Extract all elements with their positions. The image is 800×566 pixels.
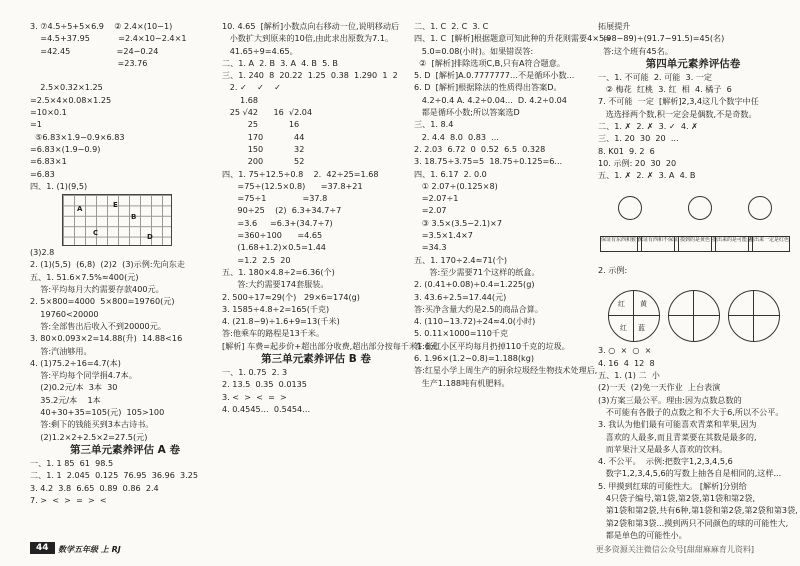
answer-line: 答:买净含量大约是2.5的商品合算。 [414, 303, 543, 314]
answer-line: 2. (0.41+0.08)÷0.4=1.225(g) [414, 279, 535, 290]
answer-line: 7. 不可能 一定 [解析]2,3,4这几个数字中任 [598, 96, 759, 107]
footer [0, 542, 800, 558]
ball-bag-icon [688, 196, 712, 220]
answer-line: 五、1. 170÷2.4≈71(个) [414, 254, 508, 265]
answer-line: =34.3 [414, 242, 447, 253]
answer-line: 答:红星小学上周生产的厨余垃圾经生物技术处理后, [414, 365, 598, 376]
answer-line: 19760<20000 [30, 308, 99, 319]
answer-line: 四、1. 75÷12.5÷0.8 2. 42÷25=1.68 [222, 168, 379, 179]
answer-line: 答:全部售出后收入不到20000元。 [30, 320, 166, 331]
answer-line: =3.5×1.4×7 [414, 230, 473, 241]
answer-line: 1.68 [222, 94, 259, 105]
grid-point-label: B [131, 213, 137, 222]
answer-line: 生产1.188吨有机肥料。 [414, 377, 510, 388]
answer-line: =6.83×1 [30, 156, 67, 167]
answer-line: 4. (21.8−9)÷1.6+9=13(千米) [222, 316, 340, 327]
answer-line: [解析] 车费=起步价+超出部分收费,超出部分按每千米1.6元 [222, 340, 438, 351]
answer-line: 3. < > < = > [222, 391, 287, 402]
answer-line: 25 16 [222, 119, 300, 130]
answer-line: 都是单色的可能性小。 [598, 529, 687, 540]
spinner-sector-label: 蓝 [638, 324, 645, 333]
section-heading: 第三单元素养评估 A 卷 [70, 443, 180, 456]
footer-note: 更多资源关注微信公众号[甜甜麻麻育儿资料] [595, 545, 754, 554]
answer-line: ② 梅花 红桃 3. 红 相 4. 橘子 6 [598, 84, 732, 95]
answer-line: (2)一天 (2)免一天作业 上台表演 [598, 382, 721, 393]
answer-line [598, 182, 788, 194]
spinner-sector-label: 红 [620, 324, 627, 333]
answer-line: 4. 0.4545… 0.5454… [222, 403, 311, 414]
answer-line: 小数扩大到原来的10倍,由此求出原数为7.1。 [222, 33, 394, 44]
answer-line: 二、1. C 2. C 3. C [414, 21, 489, 31]
footer-label: 数学五年级 上 RJ [58, 545, 121, 554]
answer-line: 2. 500÷17≈29(个) 29×6=174(g) [222, 291, 360, 302]
spinner-sector-label: 红 [618, 300, 625, 309]
section-heading: 第四单元素养评估卷 [645, 57, 741, 70]
answer-line: 2. ✓ ✓ ✓ [222, 82, 281, 93]
answer-line: 而苹果汁又是最多人喜欢的饮料。 [598, 443, 728, 454]
page-number: 44 [30, 542, 55, 554]
answer-line: 3. 18.75÷3.75=5 18.75÷0.125=6... [414, 156, 563, 167]
answer-line: 三、1. 8.4 [414, 119, 454, 130]
answer-line: 五、1. ✗ 2. ✗ 3. A 4. B [598, 170, 696, 181]
matching-diagram [598, 194, 788, 264]
answer-line: 五、1. 51.6×7.5%≈400(元) [30, 271, 139, 282]
answer-line: 3. ○ × ○ × [598, 345, 652, 356]
answer-line: 4.2÷0.4 A. 4.2÷0.04... D. 4.2÷0.04 [414, 94, 567, 105]
diagram-label-box: 保证有东西和猴子 [600, 236, 642, 252]
answer-line: 三、1. 240 8 20.22 1.25 0.38 1.290 1 2 [222, 70, 398, 81]
answer-line: (1.68+1.2)×0.5=1.44 [222, 242, 326, 253]
answer-line: (2)0.2元/本 3本 30 [30, 382, 118, 393]
answer-line: (2)1.2×2+2.5×2=27.5(元) [30, 431, 148, 442]
answer-line: 5.0=0.08(小时)。如果错误答: [414, 45, 534, 56]
column-4 [598, 20, 798, 541]
answer-line: 答:这个班有45名。 [598, 45, 673, 56]
answer-line: 8. K01 9. 2 6 [598, 145, 655, 156]
answer-line: =6.83 [30, 168, 55, 179]
coordinate-grid-figure [30, 192, 220, 246]
column-3 [414, 20, 611, 389]
answer-line: =75÷(12.5×0.8) =37.8+21 [222, 180, 363, 191]
answer-line: 不可能有各骰子的点数之和不大于6,所以不公平。 [598, 406, 784, 417]
answer-line: 41.65÷9=4.65。 [222, 45, 298, 56]
answer-line: 选选择两个数,积一定会是偶数,不是奇数。 [598, 108, 757, 119]
answer-line: 3. 43.6÷2.5=17.44(元) [414, 291, 507, 302]
answer-line: 五、1. (1) 二 小 [598, 370, 660, 381]
answer-line: 3. ⑦4.5÷5+5×6.9 ② 2.4×(10−1) [30, 21, 173, 31]
ball-bag-icon [748, 196, 772, 220]
answer-line: 一、1. 0.75 2. 3 [222, 367, 288, 378]
answer-line: 一、1. 不可能 2. 可能 3. 一定 [598, 71, 713, 82]
spinner-wheel [668, 290, 720, 342]
diagram-label-box: 摸出来的是可能是 [711, 236, 753, 252]
answer-line: 二、1. 1 2.045 0.125 76.95 36.96 3.25 [30, 470, 199, 481]
answer-line: 答:汽油够用。 [30, 345, 92, 356]
answer-line: =360÷100 =4.65 [222, 230, 323, 241]
answer-line: (98−89)÷(91.7−91.5)=45(名) [598, 33, 725, 44]
grid-point-label: C [93, 229, 99, 238]
answer-line: 2. 13.5 0.35 0.0135 [222, 379, 307, 390]
answer-line: 40+30+35=105(元) 105>100 [30, 407, 165, 418]
answer-line: 6. 1.96×(1.2−0.8)=1.188(kg) [414, 353, 535, 364]
answer-line: 都是循环小数;所以答案选D [414, 107, 520, 118]
diagram-label-box: 摸到的是黄色 [674, 236, 716, 252]
diagram-label-box: 保证有西和不保证 [637, 236, 679, 252]
answer-line: 10. 示例: 20 30 20 [598, 157, 677, 168]
answer-line: (3)方案三最公平。理由:因为点数总数的 [598, 394, 742, 405]
answer-line: 6. D [解析]根据除法的性质得出答案D。 [414, 82, 562, 93]
answer-line [30, 69, 220, 81]
grid-point-label: D [147, 233, 153, 242]
answer-line: 答:张虹小区平均每月扔掉110千克的垃圾。 [414, 340, 570, 351]
spinner-wheel [728, 290, 780, 342]
answer-line: =42.45 =24−0.24 [30, 45, 159, 56]
answer-line: 二、1. ✗ 2. ✗ 3. ✓ 4. ✗ [598, 121, 698, 132]
answer-line: (3)2.8 [30, 247, 55, 258]
grid-point-label: E [113, 201, 118, 210]
answer-line: 2. 2.03 6.72 0 0.52 6.5 0.328 [414, 143, 546, 154]
answer-line: 4. (1)75.2÷16=4.7(本) [30, 357, 121, 368]
spinner-wheel [608, 290, 660, 342]
answer-line: 2. 示例: [598, 264, 628, 275]
answer-line: ② [解析]排除选项C,B,只有A符合题意。 [414, 57, 565, 68]
answer-line [598, 276, 788, 288]
answer-line: 3. 80×0.093×2=14.88(升) 14.88<16 [30, 333, 183, 344]
answer-line: 35.2元/本 1本 [30, 394, 101, 405]
answer-line: 答:大约需要174套服装。 [222, 279, 329, 290]
answer-line: 3. 我认为他们最有可能喜欢青菜和苹果,因为 [598, 419, 757, 430]
answer-line: =23.76 [30, 57, 148, 68]
answer-line: ③ 3.5×(3.5−2.1)×7 [414, 217, 502, 228]
answer-line: ⑤6.83×1.9−0.9×6.83 [30, 131, 125, 142]
answer-line: 五、1. 180×4.8÷2=6.36(个) [222, 266, 335, 277]
answer-line: 5. 0.11×1000=110千克 [414, 328, 509, 339]
spinner-sector-label: 黄 [640, 300, 647, 309]
answer-line: =3.6 =6.3+(34.7÷7) [222, 217, 333, 228]
answer-line: =2.5×4×0.08×1.25 [30, 94, 112, 105]
answer-line: 四、1. (1)(9,5) [30, 180, 88, 191]
answer-line: 喜欢的人最多,而且青菜要在其数是最多的, [598, 431, 757, 442]
answer-line: =4.5+37.95 =2.4×10−2.4×1 [30, 33, 187, 44]
grid-point-label: A [77, 205, 83, 214]
answer-line: 2. 4.4 8.0 0.83 ... [414, 131, 499, 142]
answer-line: 2. 5×800=4000 5×800=19760(元) [30, 296, 175, 307]
diagram-label-box: 摸出来一定是红色 [748, 236, 790, 252]
answer-line: =1 [30, 119, 42, 130]
answer-line: =2.07 [414, 205, 447, 216]
answer-line: 答:剩下的钱能买到3本古诗书。 [30, 419, 154, 430]
column-1 [30, 20, 220, 506]
answer-line: 三、1. 20 30 20 ... [598, 133, 679, 144]
answer-line: 四、1. C [解析]根据题意可知此种的升花则需要4×5= [414, 33, 611, 44]
answer-line: =75÷1 =37.8 [222, 193, 328, 204]
answer-line: 一、1. 1 85 61 98.5 [30, 457, 114, 468]
coordinate-grid [62, 194, 172, 246]
answer-line: 答:他乘车的路程是13千米。 [222, 328, 325, 339]
answer-line: 7. > < > = > < [30, 494, 107, 505]
answer-line: 3. 4.2 3.8 6.65 0.89 0.86 2.4 [30, 482, 159, 493]
answer-line: ① 2.07÷(0.125×8) [414, 180, 498, 191]
answer-line: =6.83×(1.9−0.9) [30, 143, 101, 154]
answer-line: 25 √42 16 √2.04 [222, 107, 313, 118]
answer-line: 2. (1)(5,5) (6,8) (2)2 (3)示例:先向东走 [30, 259, 185, 270]
answer-line: 第2袋和第3袋...摸到两只不同颜色的球的可能性大, [598, 517, 789, 528]
answer-line: =1.2 2.5 20 [222, 254, 291, 265]
answer-line: 4. (110−13.72)÷24≈4.0(小时) [414, 316, 536, 327]
answer-line: 二、1. A 2. B 3. A 4. B 5. B [222, 57, 338, 68]
answer-line: 4只袋子编号,第1袋,第2袋,第1袋和第2袋, [598, 493, 756, 504]
answer-line: 拓展提升 [598, 21, 631, 31]
spinner-figures [598, 288, 788, 344]
answer-line: 答:至少需要71个这样的纸盒。 [414, 266, 540, 277]
answer-line: 2.5×0.32×1.25 [30, 82, 103, 93]
ball-bag-icon [618, 196, 642, 220]
answer-line: 答:平均每个同学捐4.7本。 [30, 370, 137, 381]
answer-line: 四、1. 6.17 2. 0.0 [414, 168, 487, 179]
answer-line: 第1袋和第2袋,共有6种,第1袋和第2袋,第2袋和第3袋, [598, 505, 798, 516]
answer-line: =2.07÷1 [414, 193, 459, 204]
answer-line: 答:平均每月大约需要存款400元。 [30, 284, 164, 295]
answer-line: =10×0.1 [30, 107, 67, 118]
section-heading: 第三单元素养评估 B 卷 [261, 353, 371, 366]
answer-line: 4. 不公平。 示例:把数字1,2,3,4,5,6 [598, 456, 733, 467]
answer-line: 5. 甲摸到红球的可能性大。 [解析]分别给 [598, 480, 747, 491]
answer-line: 4. 16 4 12 8 [598, 357, 655, 368]
answer-line: 3. 1585÷4.8÷2=165(千克) [222, 303, 330, 314]
answer-line: 200 52 [222, 156, 305, 167]
answer-line: 150 32 [222, 143, 305, 154]
answer-line: 10. 4.65 [解析]小数点向右移动一位,说明移动后 [222, 21, 400, 31]
answer-line: 数字1,2,3,4,5,6的写数上抽各自是相同的,这样... [598, 468, 782, 479]
answer-line: 170 44 [222, 131, 305, 142]
answer-line: 5. D [解析]A.0.7777777…不是循环小数... [414, 70, 575, 81]
answer-line: 90÷25 (2) 6.3+34.7÷7 [222, 205, 342, 216]
